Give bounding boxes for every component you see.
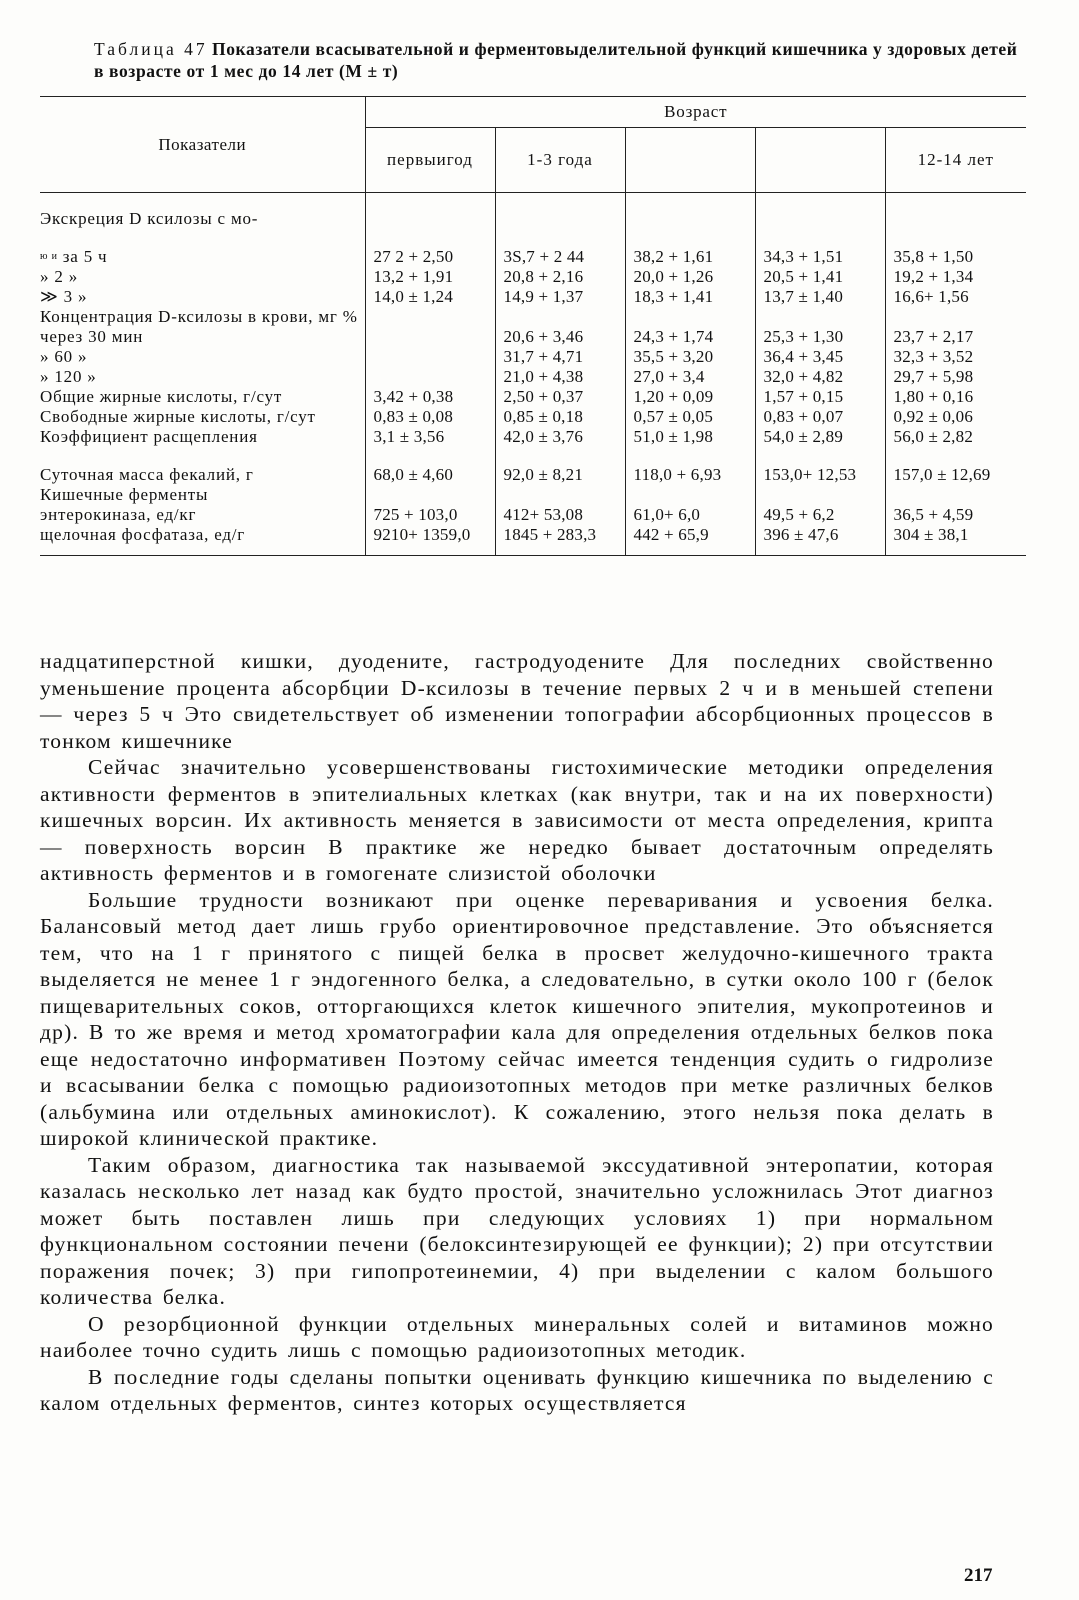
- table-row: [40, 447, 1026, 485]
- table-title: Показатели всасывательной и ферментовыделительной функций кишечника у здоровых детей в возрасте от 1 мес до 14 лет (M ± т): [94, 39, 1018, 81]
- cell: [365, 307, 495, 327]
- cell: 0,85 ± 0,18: [495, 407, 625, 427]
- cell: 27 2 + 2,50: [365, 229, 495, 267]
- cell: 3S,7 + 2 44: [495, 229, 625, 267]
- header-col-4: [755, 128, 885, 193]
- row-label: » 120 »: [40, 367, 365, 387]
- cell: 1,80 + 0,16: [885, 387, 1026, 407]
- cell: [365, 193, 495, 230]
- table-row: [40, 387, 1026, 407]
- cell: 304 ± 38,1: [885, 525, 1026, 556]
- cell: [755, 307, 885, 327]
- row-label: » 60 »: [40, 347, 365, 367]
- cell: 38,2 + 1,61: [625, 229, 755, 267]
- cell: 20,0 + 1,26: [625, 267, 755, 287]
- page-number: 217: [964, 1565, 993, 1586]
- cell: 0,83 ± 0,08: [365, 407, 495, 427]
- data-table: [40, 96, 1026, 556]
- header-indicators: Показатели: [40, 97, 365, 193]
- table-row: [40, 307, 1026, 327]
- cell: 20,5 + 1,41: [755, 267, 885, 287]
- row-label: » 2 »: [40, 267, 365, 287]
- table-row: [40, 287, 1026, 307]
- table-row: [40, 485, 1026, 505]
- cell: 54,0 ± 2,89: [755, 427, 885, 447]
- cell: 29,7 + 5,98: [885, 367, 1026, 387]
- cell: [365, 485, 495, 505]
- cell: [885, 193, 1026, 230]
- cell: 42,0 ± 3,76: [495, 427, 625, 447]
- row-label: через 30 мин: [40, 327, 365, 347]
- cell: 36,5 + 4,59: [885, 505, 1026, 525]
- cell: 725 + 103,0: [365, 505, 495, 525]
- cell: 0,92 ± 0,06: [885, 407, 1026, 427]
- cell: 61,0+ 6,0: [625, 505, 755, 525]
- table-number: Таблица 47: [94, 39, 208, 59]
- cell: 35,8 + 1,50: [885, 229, 1026, 267]
- row-label: Общие жирные кислоты, г/сут: [40, 387, 365, 407]
- cell: 32,3 + 3,52: [885, 347, 1026, 367]
- cell: 92,0 ± 8,21: [495, 447, 625, 485]
- row-label: Экскреция D ксилозы с мо-: [40, 193, 365, 230]
- table-row: [40, 347, 1026, 367]
- cell: 27,0 + 3,4: [625, 367, 755, 387]
- header-col-1: первыигод: [365, 128, 495, 193]
- cell: 1,57 + 0,15: [755, 387, 885, 407]
- cell: 36,4 + 3,45: [755, 347, 885, 367]
- cell: [625, 485, 755, 505]
- cell: 35,5 + 3,20: [625, 347, 755, 367]
- cell: 49,5 + 6,2: [755, 505, 885, 525]
- table-row: [40, 407, 1026, 427]
- cell: 1,20 + 0,09: [625, 387, 755, 407]
- table-row: [40, 267, 1026, 287]
- table-row: [40, 427, 1026, 447]
- cell: [625, 307, 755, 327]
- cell: 14,0 ± 1,24: [365, 287, 495, 307]
- cell: 51,0 ± 1,98: [625, 427, 755, 447]
- row-label: Суточная масса фекалий, г: [40, 447, 365, 485]
- cell: [365, 347, 495, 367]
- cell: 56,0 ± 2,82: [885, 427, 1026, 447]
- paragraph: Сейчас значительно усовершенствованы гистохимические методики определения активности ферментов в эпителиальных клетках (как внутри, так и на их поверхности) кишечных ворсин. Их активность меняется в зависимости от места определения, крипта — поверхность ворсин В практике же нередко бывает достаточным определять активность ферментов и в гомогенате слизистой оболочки: [40, 755, 994, 885]
- cell: 13,2 + 1,91: [365, 267, 495, 287]
- cell: 23,7 + 2,17: [885, 327, 1026, 347]
- table-row: [40, 193, 1026, 230]
- cell: 157,0 ± 12,69: [885, 447, 1026, 485]
- row-label: Коэффициент расщепления: [40, 427, 365, 447]
- row-label-prefix: ю и: [40, 251, 58, 262]
- header-age: Возраст: [365, 97, 1026, 128]
- cell: 13,7 ± 1,40: [755, 287, 885, 307]
- cell: [495, 193, 625, 230]
- cell: 19,2 + 1,34: [885, 267, 1026, 287]
- row-label: Свободные жирные кислоты, г/сут: [40, 407, 365, 427]
- cell: 0,83 + 0,07: [755, 407, 885, 427]
- cell: 9210+ 1359,0: [365, 525, 495, 556]
- cell: 1845 + 283,3: [495, 525, 625, 556]
- paragraph: надцатиперстной кишки, дуодените, гастродуодените Для последних свойственно уменьшение процента абсорбции D-ксилозы в течение первых 2 ч и в меньшей степени — через 5 ч Это свидетельствует об изменении топографии абсорбционных процессов в тонком кишечнике: [40, 649, 994, 753]
- header-col-2: 1-3 года: [495, 128, 625, 193]
- cell: 3,42 + 0,38: [365, 387, 495, 407]
- cell: 18,3 + 1,41: [625, 287, 755, 307]
- table-row: [40, 525, 1026, 556]
- row-label: [40, 229, 365, 267]
- row-label-text: за 5 ч: [62, 247, 108, 266]
- cell: 21,0 + 4,38: [495, 367, 625, 387]
- cell: 34,3 + 1,51: [755, 229, 885, 267]
- cell: 14,9 + 1,37: [495, 287, 625, 307]
- cell: [365, 367, 495, 387]
- cell: 0,57 ± 0,05: [625, 407, 755, 427]
- cell: 24,3 + 1,74: [625, 327, 755, 347]
- paragraph: В последние годы сделаны попытки оценивать функцию кишечника по выделению с калом отдельных ферментов, синтез которых осуществляется: [40, 1364, 994, 1415]
- cell: 118,0 + 6,93: [625, 447, 755, 485]
- cell: 25,3 + 1,30: [755, 327, 885, 347]
- cell: [625, 193, 755, 230]
- cell: 153,0+ 12,53: [755, 447, 885, 485]
- row-label: Концентрация D-ксилозы в крови, мг %: [40, 307, 365, 327]
- body-text: [40, 648, 994, 1417]
- cell: 2,50 + 0,37: [495, 387, 625, 407]
- row-label: щелочная фосфатаза, ед/г: [40, 525, 365, 556]
- table-row: [40, 505, 1026, 525]
- cell: 20,8 + 2,16: [495, 267, 625, 287]
- row-label: энтерокиназа, ед/кг: [40, 505, 365, 525]
- cell: 3,1 ± 3,56: [365, 427, 495, 447]
- table-caption: [94, 38, 1024, 82]
- cell: [495, 307, 625, 327]
- row-label: ≫ 3 »: [40, 287, 365, 307]
- header-col-5: 12-14 лет: [885, 128, 1026, 193]
- paragraph: Таким образом, диагностика так называемой экссудативной энтеропатии, которая казалась несколько лет назад как будто простой, значительно усложнилась Этот диагноз может быть поставлен лишь при следующих условиях 1) при нормальном функциональном состоянии печени (белоксинтезирующей ее функции); 2) при отсутствии поражения почек; 3) при гипопротеинемии, 4) при выделении с калом большого количества белка.: [40, 1152, 994, 1309]
- table-row: [40, 327, 1026, 347]
- table-row: [40, 367, 1026, 387]
- cell: 396 ± 47,6: [755, 525, 885, 556]
- cell: [755, 485, 885, 505]
- cell: [885, 485, 1026, 505]
- row-label: Кишечные ферменты: [40, 485, 365, 505]
- cell: 32,0 + 4,82: [755, 367, 885, 387]
- cell: [495, 485, 625, 505]
- cell: 442 + 65,9: [625, 525, 755, 556]
- cell: 31,7 + 4,71: [495, 347, 625, 367]
- cell: [755, 193, 885, 230]
- table-row: [40, 229, 1026, 267]
- cell: 16,6+ 1,56: [885, 287, 1026, 307]
- cell: 412+ 53,08: [495, 505, 625, 525]
- cell: 20,6 + 3,46: [495, 327, 625, 347]
- cell: [365, 327, 495, 347]
- header-col-3: [625, 128, 755, 193]
- cell: [885, 307, 1026, 327]
- paragraph: О резорбционной функции отдельных минеральных солей и витаминов можно наиболее точно судить лишь с помощью радиоизотопных методик.: [40, 1311, 994, 1362]
- paragraph: Большие трудности возникают при оценке переваривания и усвоения белка. Балансовый метод дает лишь грубо ориентировочное представление. Это объясняется тем, что на 1 г принятого с пищей белка в просвет желудочно-кишечного тракта выделяется не менее 1 г эндогенного белка, а следовательно, в сутки около 100 г (белок пищеварительных соков, отторгающихся клеток кишечного эпителия, мукопротеинов и др). В то же время и метод хроматографии кала для определения отдельных белков пока еще недостаточно информативен Поэтому сейчас имеется тенденция судить о гидролизе и всасывании белка с помощью радиоизотопных методов при метке различных белков (альбумина или отдельных аминокислот). К сожалению, этого нельзя пока делать в широкой клинической практике.: [40, 887, 994, 1150]
- cell: 68,0 ± 4,60: [365, 447, 495, 485]
